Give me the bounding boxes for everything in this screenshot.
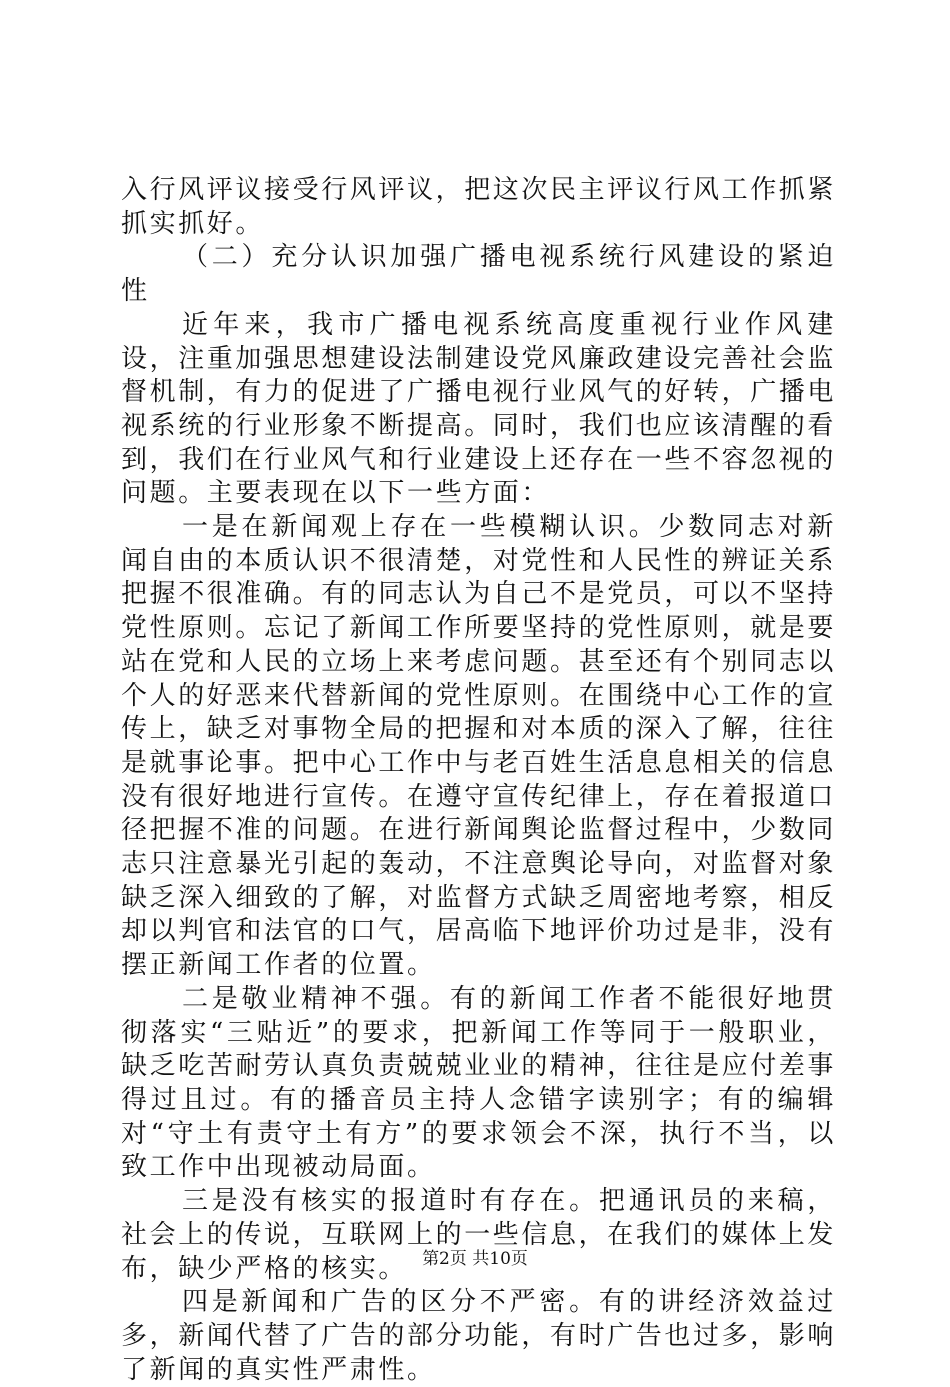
paragraph-point-three: 三是没有核实的报道时有存在。把通讯员的来稿，社会上的传说，互联网上的一些信息，在我们的媒体上发布，缺少严格的核实。 <box>121 1186 837 1284</box>
paragraph-continuation: 入行风评议接受行风评议，把这次民主评议行风工作抓紧抓实抓好。 <box>121 175 837 239</box>
document-body <box>121 174 836 1387</box>
page-number-footer: 第2页 共10页 <box>422 1249 528 1269</box>
paragraph-intro: 近年来，我市广播电视系统高度重视行业作风建设，注重加强思想建设法制建设党风廉政建设完善社会监督机制，有力的促进了广播电视行业风气的好转，广播电视系统的行业形象不断提高。同时，我们也应该清醒的看到，我们在行业风气和行业建设上还存在一些不容忽视的问题。主要表现在以下一些方面： <box>121 309 837 509</box>
paragraph-point-two: 二是敬业精神不强。有的新闻工作者不能很好地贯彻落实“三贴近”的要求，把新闻工作等同于一般职业，缺乏吃苦耐劳认真负责兢兢业业的精神，往往是应付差事得过且过。有的播音员主持人念错字读别字；有的编辑对“守土有责守土有方”的要求领会不深，执行不当，以致工作中出现被动局面。 <box>121 983 837 1183</box>
section-heading: （二）充分认识加强广播电视系统行风建设的紧迫性 <box>121 242 836 307</box>
paragraph-point-four: 四是新闻和广告的区分不严密。有的讲经济效益过多，新闻代替了广告的部分功能，有时广告也过多，影响了新闻的真实性严肃性。 <box>121 1287 837 1385</box>
paragraph-point-one: 一是在新闻观上存在一些模糊认识。少数同志对新闻自由的本质认识不很清楚，对党性和人民性的辨证关系把握不很准确。有的同志认为自己不是党员，可以不坚持党性原则。忘记了新闻工作所要坚持的党性原则，就是要站在党和人民的立场上来考虑问题。甚至还有个别同志以个人的好恶来代替新闻的党性原则。在围绕中心工作的宣传上，缺乏对事物全局的把握和对本质的深入了解，往往是就事论事。把中心工作中与老百姓生活息息相关的信息没有很好地进行宣传。在遵守宣传纪律上，存在着报道口径把握不准的问题。在进行新闻舆论监督过程中，少数同志只注意暴光引起的轰动，不注意舆论导向，对监督对象缺乏深入细致的了解，对监督方式缺乏周密地考察，相反却以判官和法官的口气，居高临下地评价功过是非，没有摆正新闻工作者的位置。 <box>121 512 837 981</box>
